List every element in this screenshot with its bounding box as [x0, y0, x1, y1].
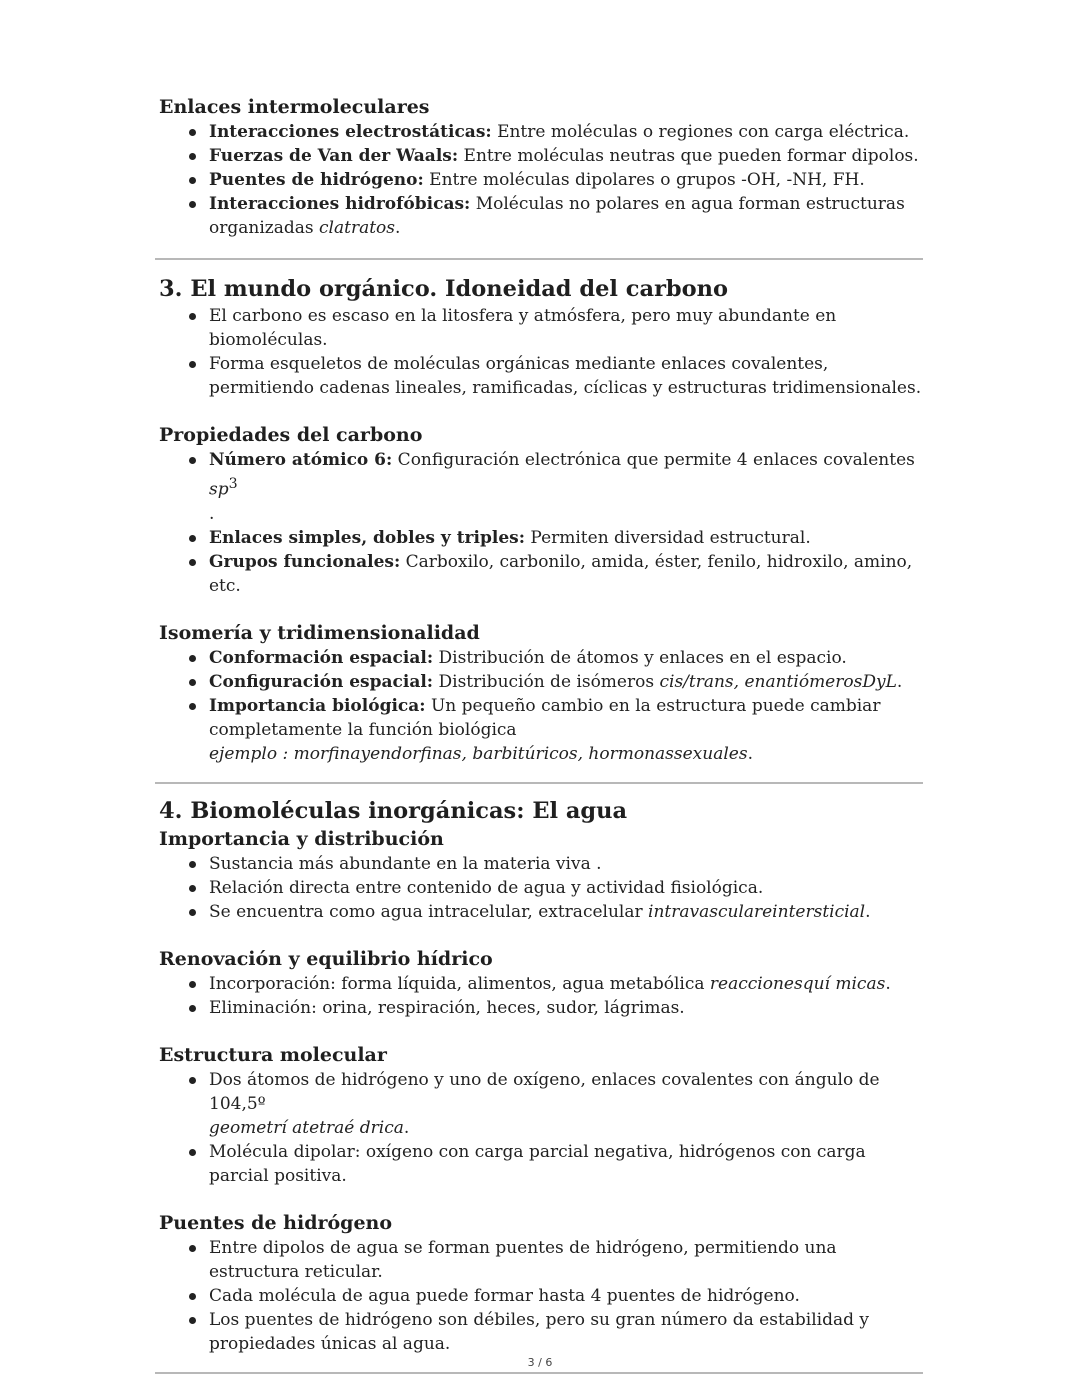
- estructura-list: [159, 1068, 923, 1188]
- renovacion-list: [159, 972, 923, 1020]
- puentes-list: [159, 1236, 923, 1356]
- section-heading-puentes: Puentes de hidrógeno: [159, 1211, 393, 1234]
- section-heading-isomeria: Isomería y tridimensionalidad: [159, 621, 480, 644]
- section-heading-enlaces: Enlaces intermoleculares: [159, 96, 430, 118]
- list-item: Enlaces simples, dobles y triples: Permiten diversidad estructural.: [209, 526, 923, 550]
- section-title-3: 3. El mundo orgánico. Idoneidad del carbono: [159, 276, 729, 302]
- list-item: Importancia biológica: Un pequeño cambio en la estructura puede cambiar completamente la función biológica ejemplo : morfinayendorfinas, barbitúricos, hormonassexuales.: [209, 694, 923, 766]
- list-item: El carbono es escaso en la litosfera y atmósfera, pero muy abundante en biomoléculas.: [209, 304, 923, 352]
- list-item: Fuerzas de Van der Waals: Entre moléculas neutras que pueden formar dipolos.: [209, 144, 923, 168]
- list-item: Número atómico 6: Configuración electrónica que permite 4 enlaces covalentes $sp^3$ .: [209, 448, 923, 526]
- list-item: Interacciones electrostáticas: Entre moléculas o regiones con carga eléctrica.: [209, 120, 923, 144]
- list-item: Puentes de hidrógeno: Entre moléculas dipolares o grupos -OH, -NH, FH.: [209, 168, 923, 192]
- list-item: Sustancia más abundante en la materia viva .: [209, 852, 923, 876]
- isomeria-list: [159, 646, 923, 766]
- list-item: Entre dipolos de agua se forman puentes de hidrógeno, permitiendo una estructura reticular.: [209, 1236, 923, 1284]
- carbono-list: [159, 304, 923, 400]
- list-item: Incorporación: forma líquida, alimentos, agua metabólica reaccionesquí micas.: [209, 972, 923, 996]
- list-item: Relación directa entre contenido de agua y actividad fisiológica.: [209, 876, 923, 900]
- list-item: Eliminación: orina, respiración, heces, sudor, lágrimas.: [209, 996, 923, 1020]
- section-heading-importancia: Importancia y distribución: [159, 827, 444, 850]
- section-divider: [155, 1372, 923, 1374]
- list-item: Los puentes de hidrógeno son débiles, pero su gran número da estabilidad y propiedades únicas al agua.: [209, 1308, 923, 1356]
- list-item: Forma esqueletos de moléculas orgánicas mediante enlaces covalentes, permitiendo cadenas lineales, ramificadas, cíclicas y estructuras tridimensionales.: [209, 354, 922, 398]
- section-heading-propiedades: Propiedades del carbono: [159, 424, 423, 446]
- section-heading-renovacion: Renovación y equilibrio hídrico: [159, 947, 493, 970]
- list-item: Se encuentra como agua intracelular, extracelular intravasculareintersticial.: [209, 900, 923, 924]
- list-item: Interacciones hidrofóbicas: Moléculas no polares en agua forman estructuras organizadas clatratos.: [209, 192, 923, 240]
- section-title-4: 4. Biomoléculas inorgánicas: El agua: [159, 797, 628, 824]
- list-item: Molécula dipolar: oxígeno con carga parcial negativa, hidrógenos con carga parcial positiva.: [209, 1140, 923, 1188]
- enlaces-list: [159, 120, 923, 240]
- list-item: Grupos funcionales: Carboxilo, carbonilo, amida, éster, fenilo, hidroxilo, amino, etc.: [209, 550, 923, 598]
- list-item: Conformación espacial: Distribución de átomos y enlaces en el espacio.: [209, 646, 923, 670]
- section-heading-estructura: Estructura molecular: [159, 1043, 387, 1066]
- page-number: 3 / 6: [527, 1356, 553, 1369]
- list-item: Dos átomos de hidrógeno y uno de oxígeno, enlaces covalentes con ángulo de 104,5º geometrí atetraé drica.: [209, 1068, 923, 1140]
- propiedades-list: [159, 448, 923, 598]
- document-page: [159, 94, 923, 1374]
- list-item: Cada molécula de agua puede formar hasta 4 puentes de hidrógeno.: [209, 1284, 923, 1308]
- list-item: Configuración espacial: Distribución de isómeros cis/trans, enantiómerosDyL.: [209, 670, 923, 694]
- importancia-list: [159, 852, 923, 924]
